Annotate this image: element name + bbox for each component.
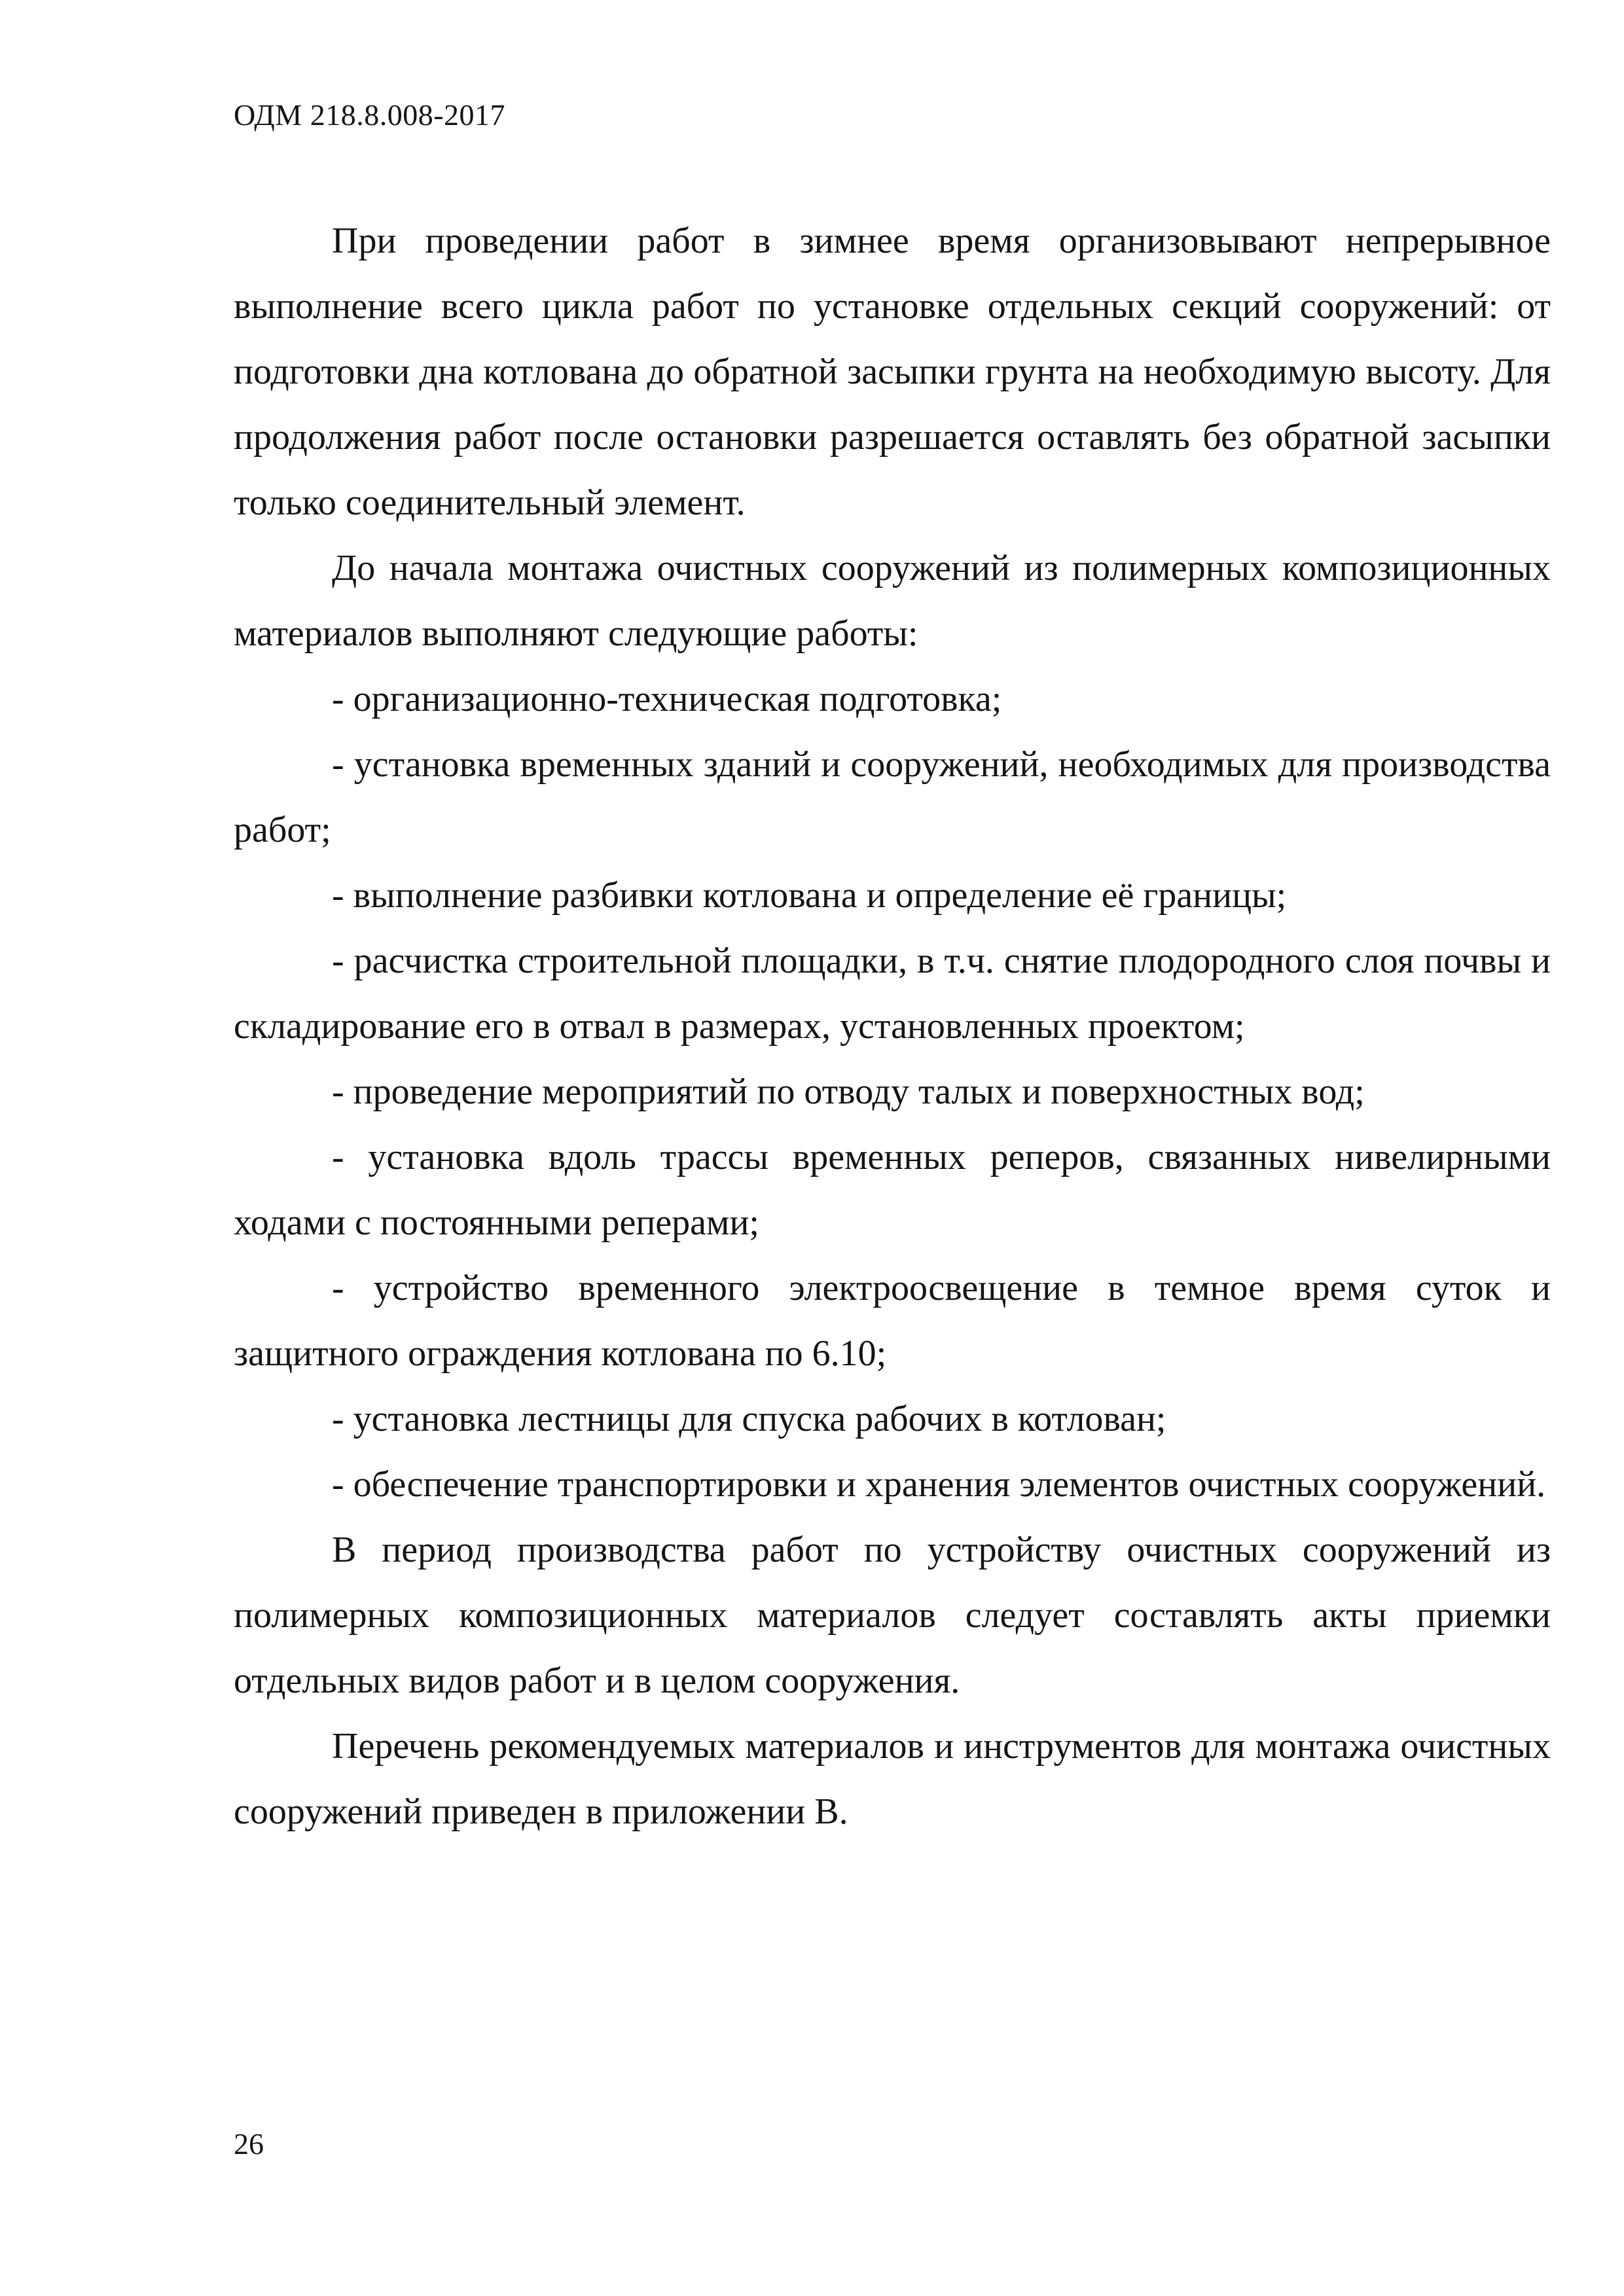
list-item: - обеспечение транспортировки и хранения элементов очистных сооружений.: [332, 1464, 1546, 1505]
document-code-header: ОДМ 218.8.008-2017: [234, 98, 506, 132]
list-item: - установка временных зданий и сооружений, необходимых для производства работ;: [234, 744, 1551, 850]
paragraph-preparatory-works-intro: До начала монтажа очистных сооружений из полимерных композиционных материалов выполняют следующие работы:: [234, 548, 1551, 654]
page-number: 26: [234, 2127, 264, 2161]
paragraph-appendix-reference: Перечень рекомендуемых материалов и инструментов для монтажа очистных сооружений приведен в приложении В.: [234, 1726, 1551, 1832]
list-item: - проведение мероприятий по отводу талых и поверхностных вод;: [332, 1071, 1365, 1112]
list-item: - выполнение разбивки котлована и определение её границы;: [332, 875, 1287, 916]
list-item: - расчистка строительной площадки, в т.ч. снятие плодородного слоя почвы и складирование его в отвал в размерах, установленных проектом;: [234, 941, 1551, 1047]
list-item: - устройство временного электроосвещение в темное время суток и защитного ограждения котлована по 6.10;: [234, 1268, 1551, 1374]
paragraph-acceptance-acts: В период производства работ по устройству очистных сооружений из полимерных композиционных материалов следует составлять акты приемки отдельных видов работ и в целом сооружения.: [234, 1530, 1551, 1701]
list-item: - организационно-техническая подготовка;: [332, 679, 1002, 719]
list-item: - установка вдоль трассы временных реперов, связанных нивелирными ходами с постоянными реперами;: [234, 1137, 1551, 1243]
document-body: [234, 208, 1551, 1844]
paragraph-winter-works: При проведении работ в зимнее время организовывают непрерывное выполнение всего цикла работ по установке отдельных секций сооружений: от подготовки дна котлована до обратной засыпки грунта на необходимую высоту. Для продолжения работ после остановки разрешается оставлять без обратной засыпки только соединительный элемент.: [234, 221, 1551, 523]
list-item: - установка лестницы для спуска рабочих в котлован;: [332, 1399, 1166, 1439]
